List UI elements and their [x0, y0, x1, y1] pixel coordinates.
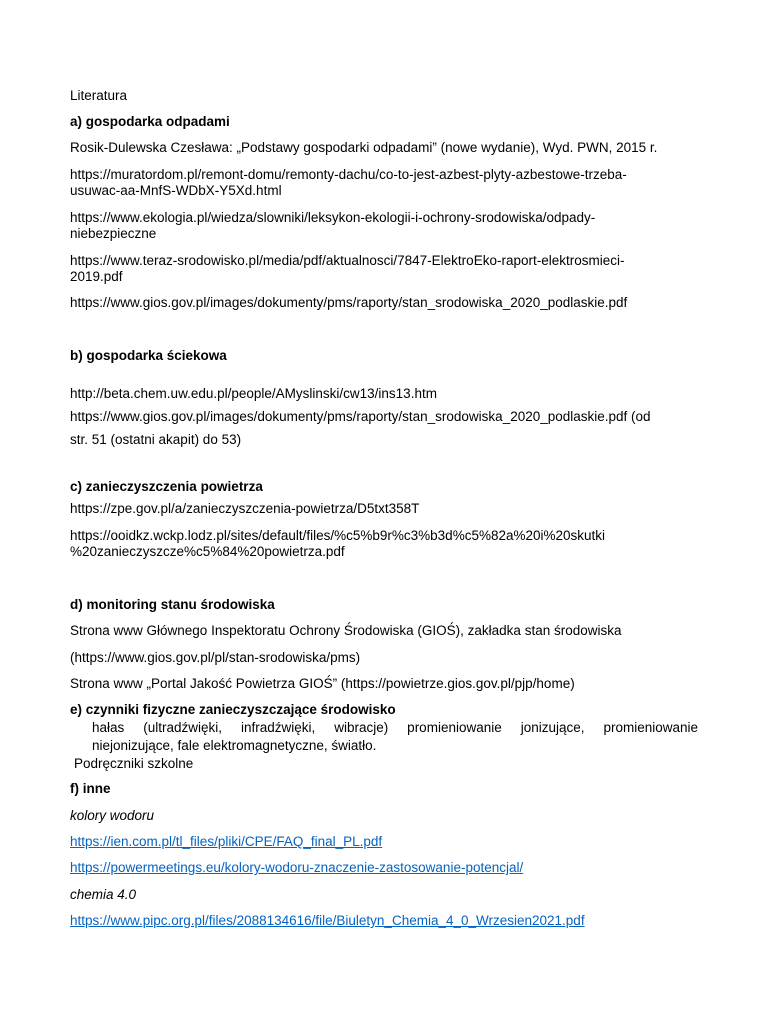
link-ien-faq-text[interactable]: https://ien.com.pl/tl_files/pliki/CPE/FAQ_final_PL.pdf — [70, 834, 383, 849]
ref-b-url-1: http://beta.chem.uw.edu.pl/people/AMyslinski/cw13/ins13.htm — [70, 386, 437, 401]
heading-literatura: Literatura — [70, 88, 128, 103]
subheading-kolory-wodoru: kolory wodoru — [70, 808, 155, 823]
section-a-title: a) gospodarka odpadami — [70, 114, 230, 129]
link-pipc-biuletyn-text[interactable]: https://www.pipc.org.pl/files/2088134616/file/Biuletyn_Chemia_4_0_Wrzesien2021.pdf — [70, 913, 585, 928]
ref-c-url-1: https://zpe.gov.pl/a/zanieczyszczenia-powietrza/D5txt358T — [70, 501, 420, 516]
section-b-title: b) gospodarka ściekowa — [70, 348, 227, 363]
ref-c-url-2-line1: https://ooidkz.wckp.lodz.pl/sites/default/files/%c5%b9r%c3%b3d%c5%82a%20i%20skutki — [70, 528, 606, 543]
ref-d-line-3: Strona www „Portal Jakość Powietrza GIOŚ” (https://powietrze.gios.gov.pl/pjp/home) — [70, 676, 575, 691]
section-f-title: f) inne — [70, 781, 111, 796]
ref-d-line-1: Strona www Głównego Inspektoratu Ochrony Środowiska (GIOŚ), zakładka stan środowiska — [70, 623, 622, 638]
ref-e-line-2: niejonizujące, fale elektromagnetyczne, światło. — [92, 738, 377, 753]
section-d-title: d) monitoring stanu środowiska — [70, 597, 275, 612]
ref-a-url-1-line1: https://muratordom.pl/remont-domu/remonty-dachu/co-to-jest-azbest-plyty-azbestowe-trzeba- — [70, 167, 627, 182]
ref-a-book: Rosik-Dulewska Czesława: „Podstawy gospodarki odpadami” (nowe wydanie), Wyd. PWN, 2015 r. — [70, 140, 658, 155]
link-ien-faq[interactable] — [70, 834, 698, 850]
ref-c-url-2-line2: %20zanieczyszcze%c5%84%20powietrza.pdf — [70, 544, 345, 559]
ref-e-textbooks: Podręczniki szkolne — [74, 756, 194, 771]
link-powermeetings[interactable] — [70, 860, 698, 876]
ref-a-url-3-line1: https://www.teraz-srodowisko.pl/media/pdf/aktualnosci/7847-ElektroEko-raport-elektrosmieci- — [70, 253, 625, 268]
ref-a-url-3-line2: 2019.pdf — [70, 269, 123, 284]
ref-a-url-1-line2: usuwac-aa-MnfS-WDbX-Y5Xd.html — [70, 183, 282, 198]
ref-a-url-4: https://www.gios.gov.pl/images/dokumenty/pms/raporty/stan_srodowiska_2020_podlaskie.pdf — [70, 295, 628, 310]
subheading-chemia-4: chemia 4.0 — [70, 887, 137, 902]
link-powermeetings-text[interactable]: https://powermeetings.eu/kolory-wodoru-znaczenie-zastosowanie-potencjal/ — [70, 860, 524, 875]
ref-b-url-2-line1: https://www.gios.gov.pl/images/dokumenty/pms/raporty/stan_srodowiska_2020_podlaskie.pdf (od — [70, 409, 651, 424]
ref-e-line-1: hałas (ultradźwięki, infradźwięki, wibracje) promieniowanie jonizujące, promieniowanie — [92, 720, 698, 735]
ref-d-line-2: (https://www.gios.gov.pl/pl/stan-srodowiska/pms) — [70, 650, 361, 665]
section-c-title: c) zanieczyszczenia powietrza — [70, 479, 263, 494]
section-e-title: e) czynniki fizyczne zanieczyszczające środowisko — [70, 702, 396, 717]
ref-b-url-2-line2: str. 51 (ostatni akapit) do 53) — [70, 432, 242, 447]
link-pipc-biuletyn[interactable] — [70, 913, 698, 929]
ref-a-url-2-line1: https://www.ekologia.pl/wiedza/slowniki/leksykon-ekologii-i-ochrony-srodowiska/odpady- — [70, 210, 596, 225]
ref-a-url-2-line2: niebezpieczne — [70, 226, 157, 241]
